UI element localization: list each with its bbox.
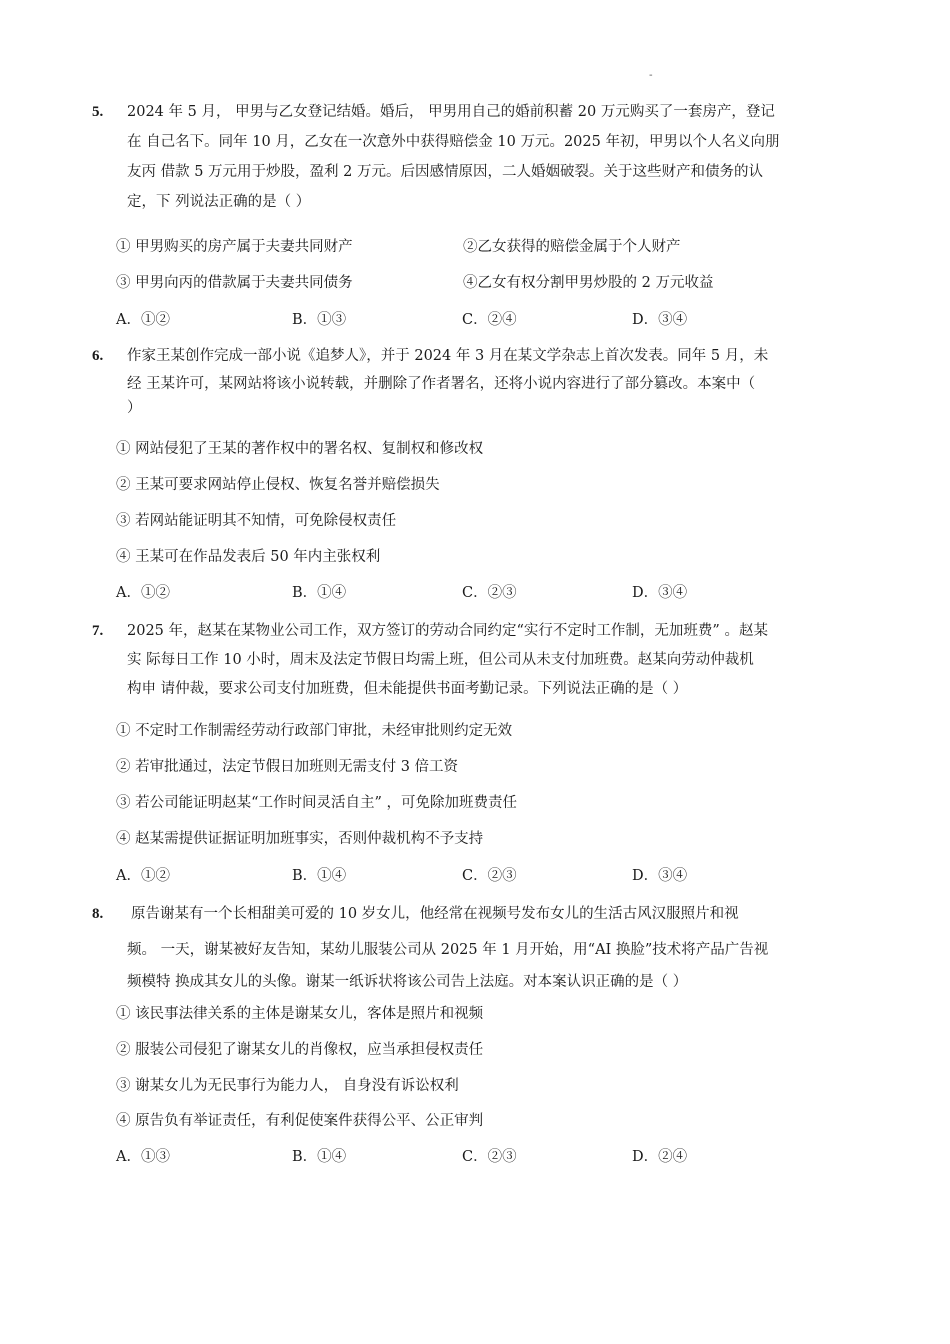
question-number: 7. (92, 623, 104, 639)
choice-b[interactable]: B．①④ (292, 585, 347, 601)
choice-b[interactable]: B．①④ (292, 1149, 347, 1165)
statement-2: ② 服装公司侵犯了谢某女儿的肖像权，应当承担侵权责任 (116, 1042, 484, 1058)
choice-a[interactable]: A．①③ (116, 1149, 170, 1165)
question-stem-line: 作家王某创作完成一部小说《追梦人》，并于 2024 年 3 月在某文学杂志上首次发表。同年 5 月，未 (127, 348, 769, 364)
statement-1: ① 该民事法律关系的主体是谢某女儿，客体是照片和视频 (116, 1006, 484, 1022)
question-stem-line: ） (127, 400, 142, 416)
choice-d[interactable]: D．②④ (632, 1149, 688, 1165)
choice-a[interactable]: A．①② (116, 585, 170, 601)
statement-4: ④ 王某可在作品发表后 50 年内主张权利 (116, 549, 381, 565)
question-number: 6. (92, 348, 104, 364)
question-stem-line: 2025 年，赵某在某物业公司工作，双方签订的劳动合同约定“实行不定时工作制，无加班费” 。赵某 (127, 623, 768, 639)
statement-4: ④ 原告负有举证责任，有利促使案件获得公平、公正审判 (116, 1113, 484, 1129)
question-number: 8. (92, 906, 104, 922)
choice-b[interactable]: B．①④ (292, 868, 347, 884)
choice-d[interactable]: D．③④ (632, 312, 688, 328)
statement-2: ②乙女获得的赔偿金属于个人财产 (463, 239, 681, 255)
statement-2: ② 王某可要求网站停止侵权、恢复名誉并赔偿损失 (116, 477, 440, 493)
question-stem-line: 友丙 借款 5 万元用于炒股，盈利 2 万元。后因感情原因，二人婚姻破裂。关于这些财产和债务的认 (127, 164, 763, 180)
statement-3: ③ 谢某女儿为无民事行为能力人， 自身没有诉讼权利 (116, 1078, 459, 1094)
statement-4: ④ 赵某需提供证据证明加班事实，否则仲裁机构不予支持 (116, 831, 484, 847)
question-stem-line: 原告谢某有一个长相甜美可爱的 10 岁女儿，他经常在视频号发布女儿的生活古风汉服照片和视 (131, 906, 739, 922)
choice-c[interactable]: C．②③ (462, 585, 517, 601)
question-stem-line: 实 际每日工作 10 小时，周末及法定节假日均需上班，但公司从未支付加班费。赵某向劳动仲裁机 (127, 652, 754, 668)
statement-1: ① 甲男购买的房产属于夫妻共同财产 (116, 239, 353, 255)
choice-c[interactable]: C．②③ (462, 868, 517, 884)
choice-a[interactable]: A．①② (116, 868, 170, 884)
choice-c[interactable]: C．②③ (462, 1149, 517, 1165)
statement-4: ④乙女有权分割甲男炒股的 2 万元收益 (463, 275, 714, 291)
statement-3: ③ 甲男向丙的借款属于夫妻共同债务 (116, 275, 353, 291)
question-stem-line: 频。 一天，谢某被好友告知，某幼儿服装公司从 2025 年 1 月开始，用“AI 换脸”技术将产品广告视 (127, 942, 769, 958)
statement-1: ① 不定时工作制需经劳动行政部门审批，未经审批则约定无效 (116, 723, 513, 739)
statement-2: ② 若审批通过，法定节假日加班则无需支付 3 倍工资 (116, 759, 459, 775)
question-stem-line: 构申 请仲裁，要求公司支付加班费，但未能提供书面考勤记录。下列说法正确的是（ ） (127, 681, 688, 697)
choice-a[interactable]: A．①② (116, 312, 170, 328)
question-stem-line: 定，下 列说法正确的是（ ） (127, 194, 311, 210)
question-stem-line: 频模特 换成其女儿的头像。谢某一纸诉状将该公司告上法庭。对本案认识正确的是（ ） (127, 974, 688, 990)
choice-b[interactable]: B．①③ (292, 312, 347, 328)
choice-d[interactable]: D．③④ (632, 868, 688, 884)
question-stem-line: 在 自己名下。同年 10 月，乙女在一次意外中获得赔偿金 10 万元。2025 年初，甲男以个人名义向朋 (127, 134, 780, 150)
statement-3: ③ 若公司能证明赵某“工作时间灵活自主” ，可免除加班费责任 (116, 795, 518, 811)
choice-d[interactable]: D．③④ (632, 585, 688, 601)
statement-3: ③ 若网站能证明其不知情，可免除侵权责任 (116, 513, 397, 529)
choice-c[interactable]: C．②④ (462, 312, 517, 328)
question-stem-line: 经 王某许可，某网站将该小说转载，并删除了作者署名，还将小说内容进行了部分篡改。本案中（ (127, 376, 756, 392)
page-marker: - (649, 70, 653, 81)
statement-1: ① 网站侵犯了王某的著作权中的署名权、复制权和修改权 (116, 441, 484, 457)
question-number: 5. (92, 104, 104, 120)
question-stem-line: 2024 年 5 月， 甲男与乙女登记结婚。婚后， 甲男用自己的婚前积蓄 20 万元购买了一套房产，登记 (127, 104, 775, 120)
